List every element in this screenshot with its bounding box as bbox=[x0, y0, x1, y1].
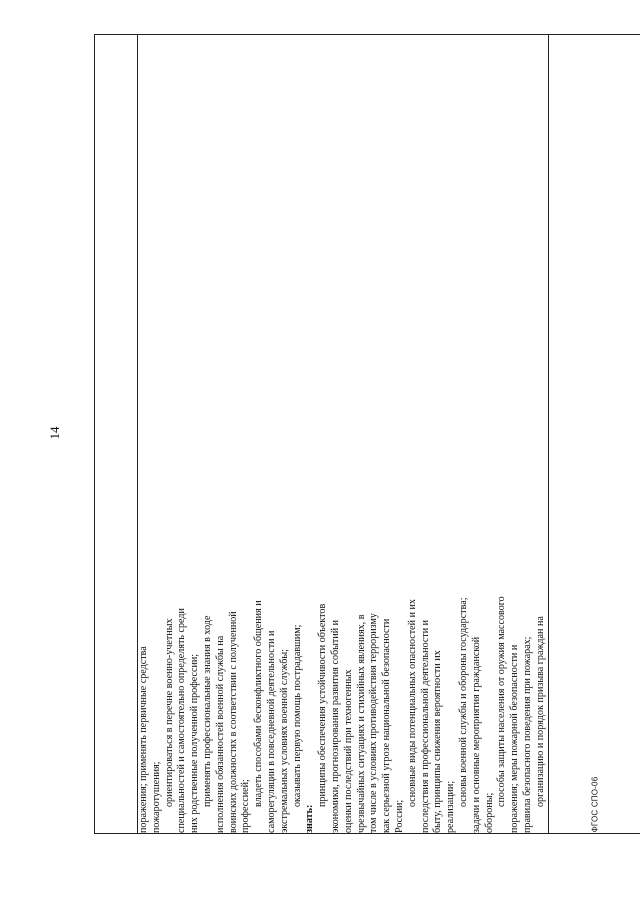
document-footer: ФГОС СПО-06 bbox=[590, 776, 600, 833]
text-line: оказывать первую помощь пострадавшим; bbox=[291, 624, 303, 807]
text-line: исполнения обязанностей военной службы на bbox=[214, 635, 226, 833]
text-line: экономики, прогнозирования развития событий и bbox=[329, 619, 341, 833]
text-line: экстремальных условиях военной службы; bbox=[278, 649, 290, 833]
requirements-text bbox=[138, 35, 548, 833]
text-line: специальностей и самостоятельно определять среди bbox=[176, 608, 188, 833]
text-line: пожаротушения; bbox=[150, 761, 162, 833]
text-line: правила безопасного поведения при пожарах; bbox=[521, 636, 533, 833]
text-line: знать: bbox=[304, 804, 316, 833]
text-line: оценки последствий при техногенных bbox=[342, 669, 354, 833]
page-number: 14 bbox=[47, 426, 62, 440]
text-line: быту, принципы снижения вероятности их bbox=[432, 650, 444, 833]
text-line: основные виды потенциальных опасностей и их bbox=[406, 599, 418, 807]
text-line: задачи и основные мероприятия гражданской bbox=[470, 636, 482, 833]
text-line: применять профессиональные знания в ходе bbox=[201, 615, 213, 807]
index-cell bbox=[95, 35, 138, 834]
text-line: владеть способами бесконфликтного общения и bbox=[253, 600, 265, 807]
text-line: реализации; bbox=[445, 780, 457, 833]
text-line: саморегуляции в повседневной деятельности и bbox=[265, 630, 277, 833]
text-line: как серьезной угрозе национальной безопасности bbox=[381, 618, 393, 833]
text-line: последствия в профессиональной деятельности и bbox=[419, 619, 431, 833]
text-line: том числе в условиях противодействия терроризму bbox=[368, 613, 380, 833]
text-line: способы защиты населения от оружия массового bbox=[496, 596, 508, 807]
text-line: чрезвычайных ситуациях и стихийных явлениях, в bbox=[355, 614, 367, 833]
text-line: основы военной службы и обороны государства; bbox=[457, 597, 469, 807]
text-line: поражения; меры пожарной безопасности и bbox=[509, 644, 521, 833]
requirements-cell bbox=[138, 35, 549, 834]
text-line: организацию и порядок призыва граждан на bbox=[534, 616, 546, 807]
text-line: России; bbox=[393, 799, 405, 833]
rotated-table-container bbox=[94, 34, 577, 834]
text-line: обороны; bbox=[483, 792, 495, 833]
empty-cell-a bbox=[548, 35, 640, 834]
text-line: них родственные полученной профессии; bbox=[189, 653, 201, 833]
text-line: ориентироваться в перечне военно-учетных bbox=[163, 618, 175, 807]
text-line: принципы обеспечения устойчивости объектов bbox=[317, 603, 329, 807]
text-line: воинских должностях в соответствии с полученной bbox=[227, 611, 239, 833]
text-line: поражения; применять первичные средства bbox=[138, 646, 149, 833]
text-line: профессией; bbox=[240, 779, 252, 833]
competency-table bbox=[94, 34, 640, 834]
